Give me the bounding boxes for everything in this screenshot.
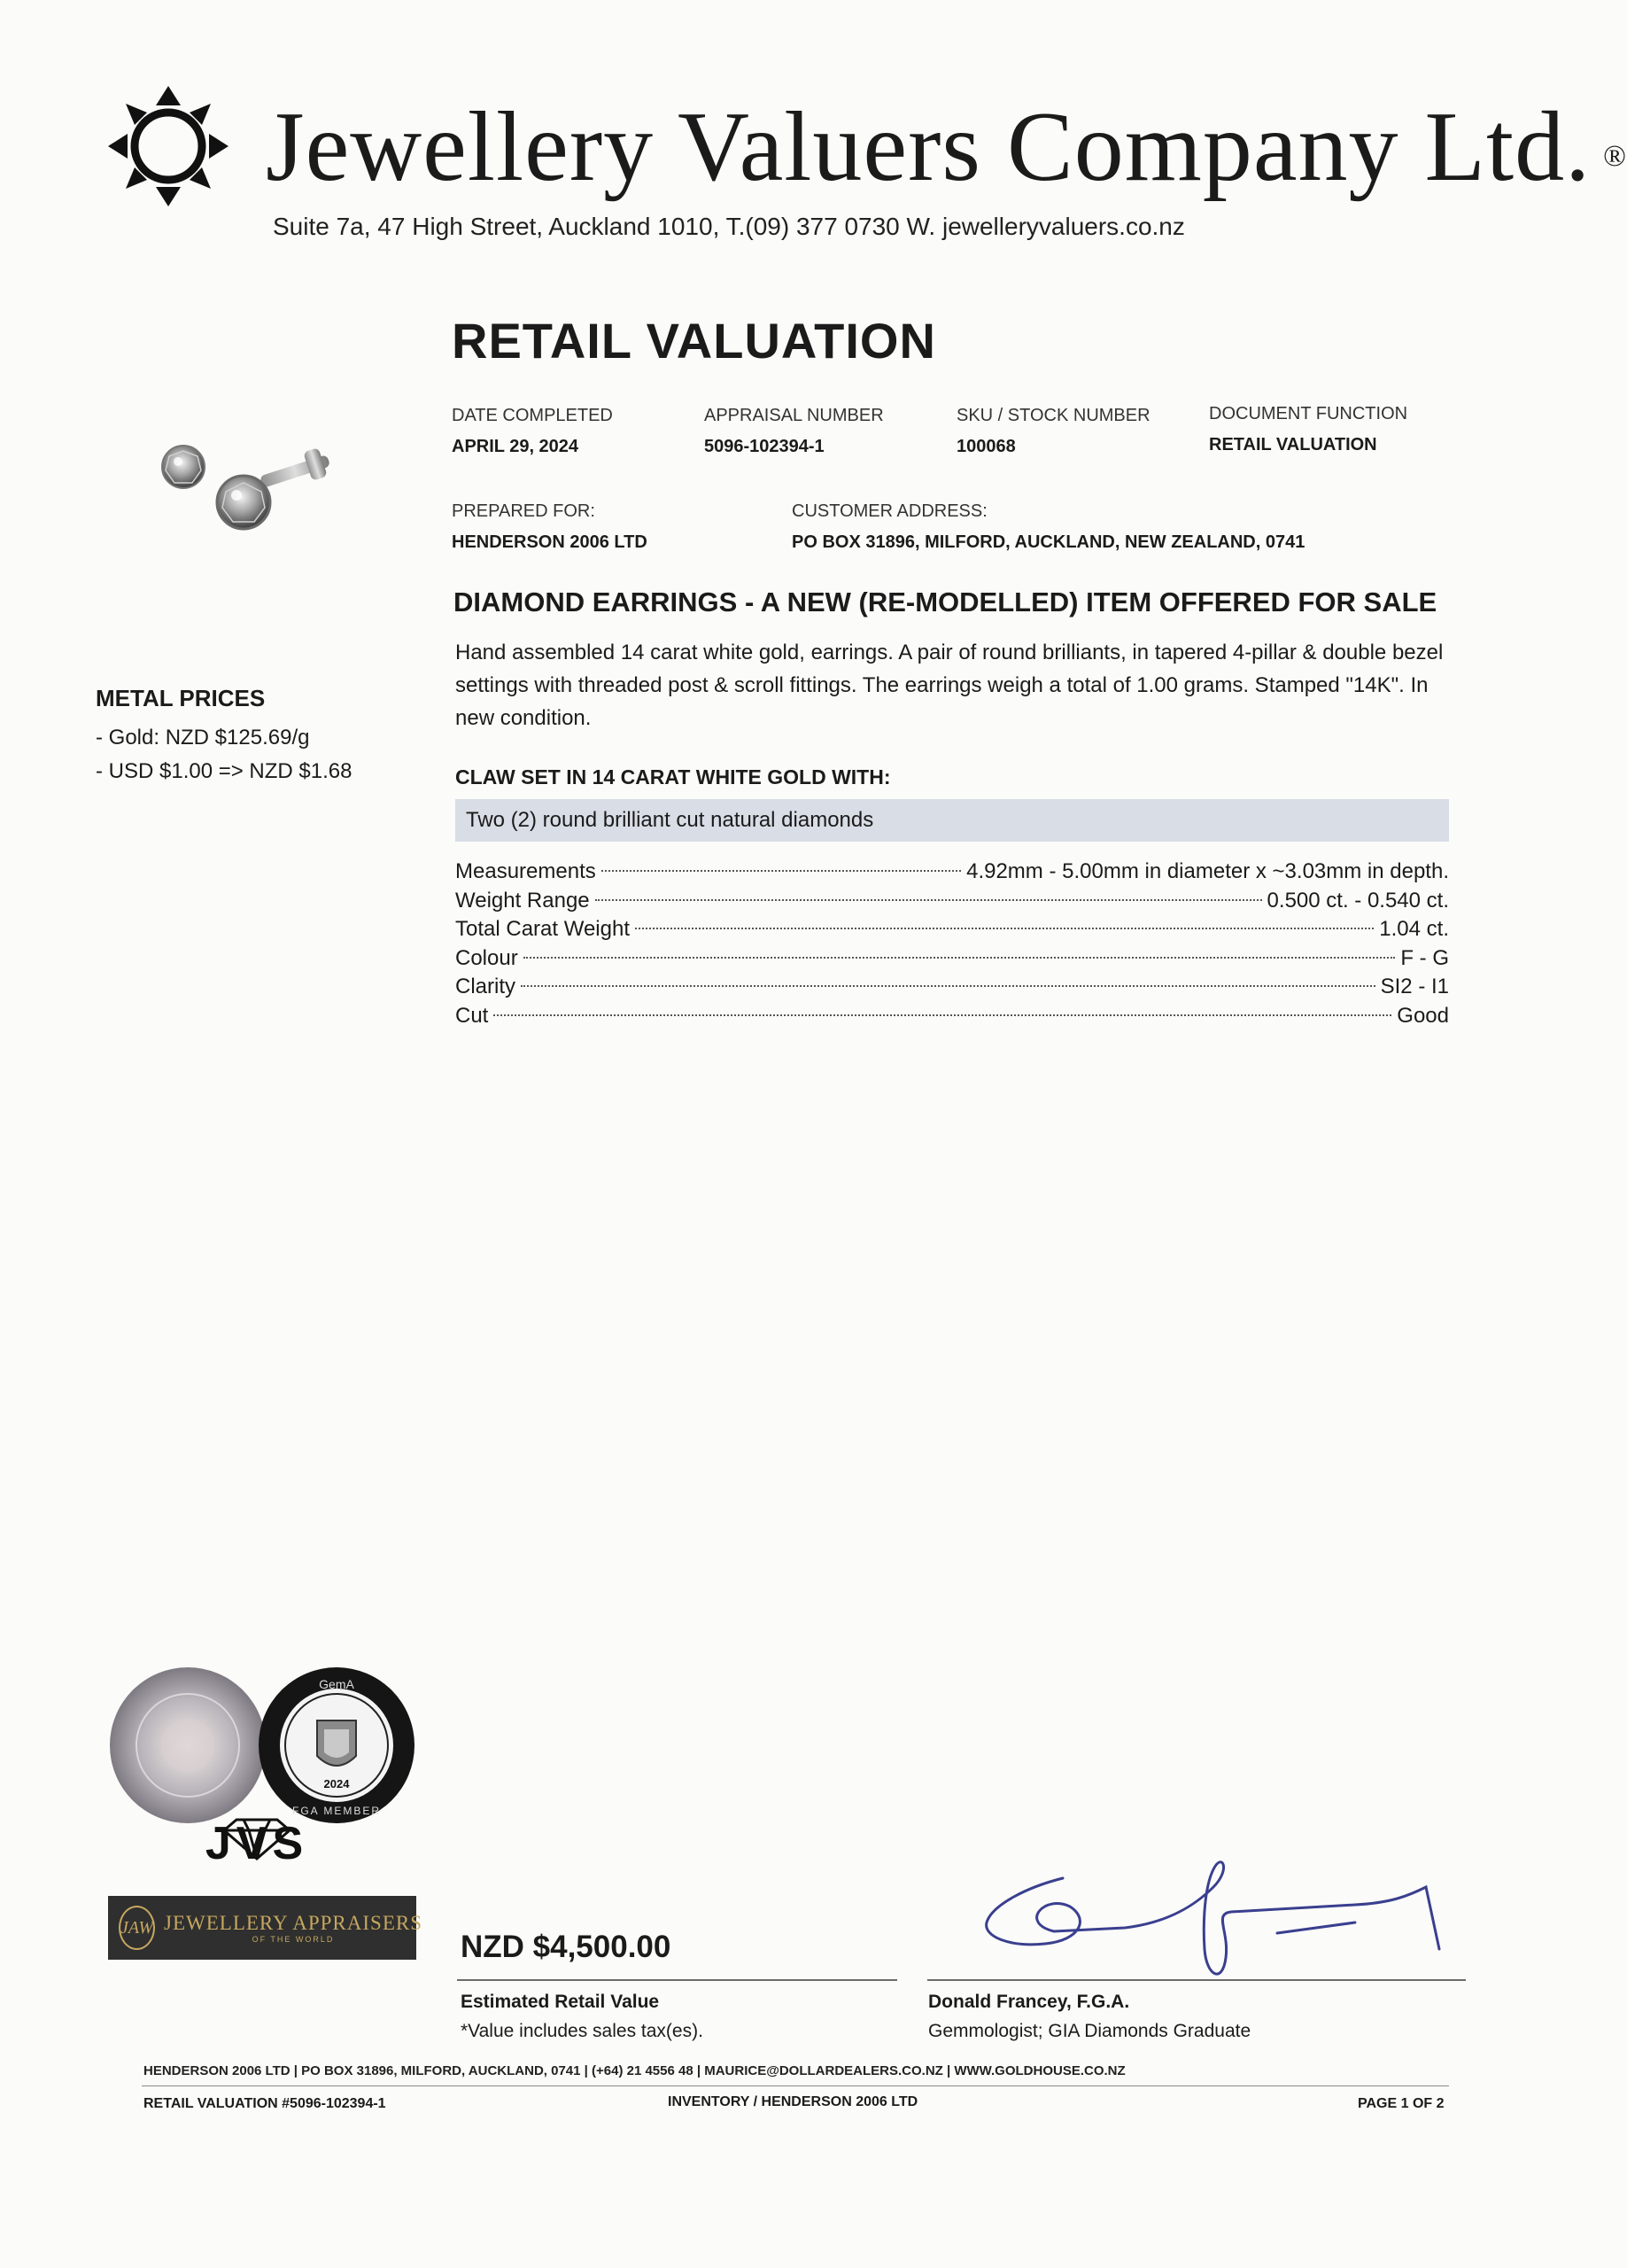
footer-contact: HENDERSON 2006 LTD | PO BOX 31896, MILFORD, AUCKLAND, 0741 | (+64) 21 4556 48 | MAURICE@DOLLARDEALERS.CO.NZ | WWW.GOLDHOUSE.CO.NZ [143, 2063, 1126, 2078]
spec-value: Good [1397, 1003, 1449, 1028]
spec-value: 1.04 ct. [1379, 917, 1449, 942]
company-name-text: Jewellery Valuers Company Ltd. [266, 92, 1592, 202]
meta-label: APPRAISAL NUMBER [704, 406, 884, 425]
registered-mark: ® [1603, 140, 1627, 174]
meta-value: 5096-102394-1 [704, 437, 825, 456]
meta-date-completed [452, 406, 613, 457]
jaw-icon: JAW [119, 1906, 155, 1950]
item-description: Hand assembled 14 carat white gold, earrings. A pair of round brilliants, in tapered 4-pillar & double bezel settings with threaded post & scroll fittings. The earrings weigh a total of 1.00 grams. Stamped "14K". In new condition. [455, 641, 1444, 730]
company-address: Suite 7a, 47 High Street, Auckland 1010, T.(09) 377 0730 W. jewelleryvaluers.co.nz [273, 213, 1185, 240]
spec-label: Measurements [455, 859, 596, 883]
dot-leader [635, 928, 1374, 929]
meta-label: DATE COMPLETED [452, 406, 613, 425]
meta-appraisal-number [704, 406, 884, 457]
spec-label: Weight Range [455, 888, 590, 913]
meta-label: SKU / STOCK NUMBER [957, 406, 1151, 425]
dot-leader [601, 870, 961, 872]
prepared-for [452, 501, 647, 553]
footer-page-number: PAGE 1 OF 2 [1358, 2096, 1445, 2111]
price-note: *Value includes sales tax(es). [461, 2021, 703, 2041]
spec-label: Total Carat Weight [455, 917, 630, 942]
gem-a-member-text: FGA MEMBER [291, 1805, 382, 1817]
spec-value: 0.500 ct. - 0.540 ct. [1267, 888, 1449, 913]
signature-divider [927, 1979, 1466, 1981]
dot-leader [521, 985, 1375, 987]
meta-value: RETAIL VALUATION [1209, 435, 1377, 454]
footer-inventory: INVENTORY / HENDERSON 2006 LTD [668, 2094, 918, 2109]
meta-value: 100068 [957, 437, 1016, 456]
spec-row-cut [455, 1002, 1449, 1031]
company-logo-icon [106, 84, 230, 208]
spec-label: Colour [455, 945, 518, 970]
right-earring [217, 447, 330, 529]
price-caption: Estimated Retail Value [461, 1992, 660, 2012]
gem-a-seal-icon [259, 1667, 414, 1823]
signature-icon [965, 1852, 1444, 1984]
metal-prices-title: METAL PRICES [96, 685, 266, 711]
customer-address-value: PO BOX 31896, MILFORD, AUCKLAND, NEW ZEALAND, 0741 [792, 532, 1305, 552]
item-title: DIAMOND EARRINGS - A NEW (RE-MODELLED) ITEM OFFERED FOR SALE [453, 586, 1437, 617]
meta-label: DOCUMENT FUNCTION [1209, 404, 1408, 423]
spec-value: SI2 - I1 [1380, 975, 1449, 999]
holographic-seal-icon [110, 1667, 266, 1823]
footer-divider [142, 2085, 1449, 2086]
claw-set-title: CLAW SET IN 14 CARAT WHITE GOLD WITH: [455, 765, 891, 788]
spec-table [455, 858, 1449, 1031]
jvs-logo [173, 1804, 341, 1869]
document-title: RETAIL VALUATION [452, 313, 936, 369]
spec-row-weight-range [455, 887, 1449, 916]
left-earring [162, 446, 205, 488]
spec-label: Cut [455, 1003, 489, 1028]
estimated-price: NZD $4,500.00 [461, 1930, 671, 1964]
signer-name: Donald Francey, F.G.A. [928, 1992, 1130, 2012]
company-name [266, 92, 1627, 202]
meta-document-function [1209, 404, 1407, 455]
gem-a-top-text: GemA [319, 1677, 354, 1691]
spec-label: Clarity [455, 975, 516, 999]
jaw-tagline: OF THE WORLD [252, 1935, 335, 1944]
spec-value: 4.92mm - 5.00mm in diameter x ~3.03mm in depth. [966, 859, 1449, 883]
metal-prices [96, 680, 352, 788]
spec-value: F - G [1400, 945, 1449, 970]
jewellery-appraisers-logo [108, 1896, 423, 1960]
customer-address-label: CUSTOMER ADDRESS: [792, 501, 988, 521]
spec-row-colour [455, 944, 1449, 974]
meta-sku-number [957, 406, 1151, 457]
stone-summary: Two (2) round brilliant cut natural diamonds [455, 799, 1449, 842]
exchange-rate: - USD $1.00 => NZD $1.68 [96, 758, 353, 783]
gem-a-year-text: 2024 [323, 1777, 350, 1790]
jaw-text [164, 1912, 422, 1944]
meta-value: APRIL 29, 2024 [452, 437, 579, 456]
customer-address [792, 501, 1305, 553]
signer-title: Gemmologist; GIA Diamonds Graduate [928, 2021, 1251, 2041]
spec-row-measurements [455, 858, 1449, 887]
jaw-name: JEWELLERY APPRAISERS [164, 1912, 423, 1934]
gold-price: - Gold: NZD $125.69/g [96, 725, 310, 750]
jvs-text: JVS [205, 1818, 309, 1869]
earring-photo [146, 430, 350, 554]
spec-row-total-carat [455, 915, 1449, 944]
footer-reference: RETAIL VALUATION #5096-102394-1 [143, 2096, 386, 2111]
prepared-for-label: PREPARED FOR: [452, 501, 595, 521]
spec-row-clarity [455, 973, 1449, 1002]
prepared-for-value: HENDERSON 2006 LTD [452, 532, 647, 552]
price-divider [457, 1979, 897, 1981]
dot-leader [493, 1014, 1391, 1016]
dot-leader [595, 899, 1262, 901]
dot-leader [523, 957, 1396, 959]
